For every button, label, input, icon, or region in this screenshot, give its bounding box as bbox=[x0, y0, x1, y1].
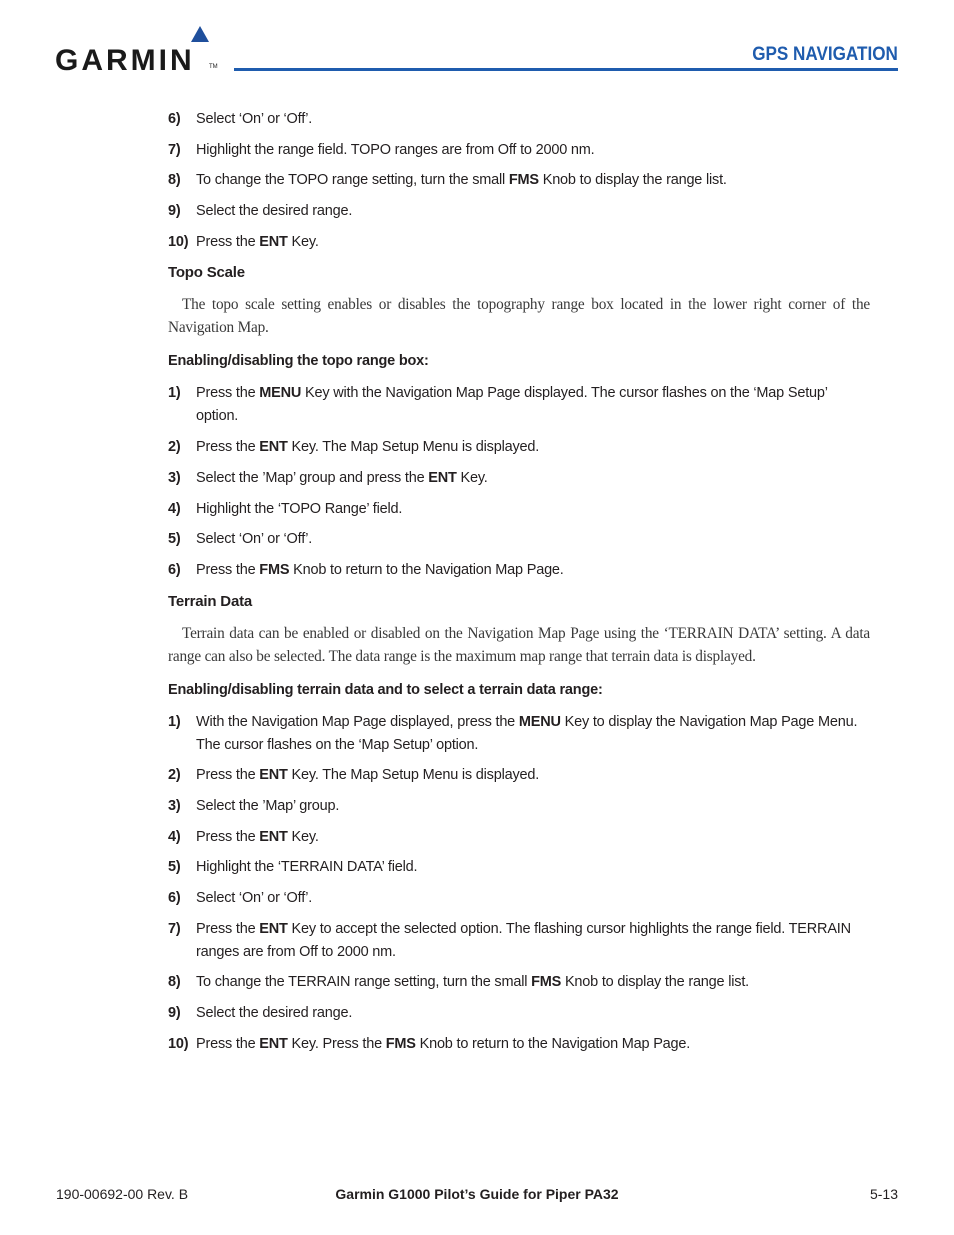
step-item bbox=[168, 795, 870, 818]
step-item bbox=[168, 826, 870, 849]
step-item bbox=[168, 528, 870, 551]
step-number: 3) bbox=[168, 797, 181, 814]
topo-scale-paragraph: The topo scale setting enables or disables the topography range box located in the lower right corner of the Navigation Map. bbox=[168, 296, 870, 337]
logo-text: GARMIN bbox=[55, 44, 195, 77]
step-item bbox=[168, 1033, 870, 1056]
step-text bbox=[196, 436, 870, 459]
key-name: ENT bbox=[259, 233, 288, 250]
step-text: Select the ’Map’ group. bbox=[196, 797, 340, 814]
step-text-part: Key. The Map Setup Menu is displayed. bbox=[287, 439, 540, 456]
step-text-part: Press the bbox=[196, 920, 260, 937]
step-text-part: To change the TERRAIN range setting, turn the small bbox=[196, 974, 532, 991]
step-number: 7) bbox=[168, 920, 181, 937]
step-item bbox=[168, 231, 870, 254]
step-text-part: To change the TOPO range setting, turn the small bbox=[196, 172, 509, 189]
step-text-part: Press the bbox=[196, 1035, 260, 1052]
step-number: 4) bbox=[168, 828, 181, 845]
step-text-part: Select the ’Map’ group and press the bbox=[196, 469, 429, 486]
logo-triangle-icon bbox=[191, 26, 209, 42]
key-name: ENT bbox=[259, 767, 288, 784]
key-name: MENU bbox=[259, 385, 302, 402]
step-item bbox=[168, 436, 870, 459]
step-text bbox=[196, 971, 870, 994]
step-number: 2) bbox=[168, 767, 181, 784]
step-number: 10) bbox=[168, 233, 189, 250]
step-text: Highlight the range field. TOPO ranges are from Off to 2000 nm. bbox=[196, 141, 595, 158]
section-title: GPS NAVIGATION bbox=[752, 44, 898, 65]
step-text bbox=[196, 169, 870, 192]
step-text bbox=[196, 826, 870, 849]
step-text-part: Knob to display the range list. bbox=[561, 974, 749, 991]
logo-trademark: TM bbox=[209, 64, 218, 70]
step-text: Select ‘On’ or ‘Off’. bbox=[196, 111, 313, 127]
step-text: Select the desired range. bbox=[196, 203, 353, 220]
doc-number: 190-00692-00 Rev. B bbox=[56, 1186, 189, 1202]
step-text bbox=[196, 1033, 870, 1056]
step-number: 8) bbox=[168, 172, 181, 189]
step-text bbox=[196, 711, 870, 757]
step-text-part: Key. The Map Setup Menu is displayed. bbox=[287, 767, 540, 784]
step-text-part: Key. bbox=[287, 233, 319, 250]
page-number: 5-13 bbox=[869, 1186, 898, 1202]
step-item bbox=[168, 1002, 870, 1025]
step-item bbox=[168, 498, 870, 521]
key-name: ENT bbox=[259, 920, 288, 937]
step-item bbox=[168, 200, 870, 223]
step-item bbox=[168, 559, 870, 582]
step-text: Highlight the ‘TERRAIN DATA’ field. bbox=[196, 859, 418, 876]
step-text-part: Knob to display the range list. bbox=[538, 172, 727, 189]
step-item bbox=[168, 711, 870, 757]
step-text bbox=[196, 764, 870, 787]
step-text-part: Press the bbox=[196, 561, 260, 578]
step-number: 9) bbox=[168, 1005, 181, 1022]
step-text bbox=[196, 231, 870, 254]
step-text bbox=[196, 559, 870, 582]
step-text-part: Key to accept the selected option. The flashing cursor highlights the range field. TERRAIN ranges are from Off to 2000 nm. bbox=[196, 920, 851, 960]
step-text-part: Key. bbox=[287, 828, 319, 845]
topo-scale-heading: Topo Scale bbox=[168, 264, 245, 282]
step-number: 5) bbox=[168, 859, 181, 876]
topo-range-steps bbox=[168, 108, 870, 254]
garmin-logo bbox=[55, 26, 220, 76]
step-text-part: Press the bbox=[196, 233, 260, 250]
page-content bbox=[168, 108, 870, 1063]
topo-range-box-steps bbox=[168, 382, 870, 581]
step-item bbox=[168, 382, 870, 428]
step-text-part: Press the bbox=[196, 767, 260, 784]
step-item bbox=[168, 918, 870, 964]
step-text-part: With the Navigation Map Page displayed, press the bbox=[196, 713, 519, 730]
step-number: 1) bbox=[168, 385, 181, 402]
page-header bbox=[0, 0, 954, 80]
step-item bbox=[168, 467, 870, 490]
step-text-part: Key with the Navigation Map Page displayed. The cursor flashes on the ‘Map Setup’ option. bbox=[196, 385, 828, 425]
key-name: ENT bbox=[259, 828, 288, 845]
step-text-part: Knob to return to the Navigation Map Page. bbox=[415, 1035, 691, 1052]
step-number: 8) bbox=[168, 974, 181, 991]
step-item bbox=[168, 764, 870, 787]
terrain-data-heading: Terrain Data bbox=[168, 592, 253, 610]
terrain-data-subheading: Enabling/disabling terrain data and to select a terrain data range: bbox=[168, 681, 603, 698]
step-number: 10) bbox=[168, 1035, 189, 1052]
step-text: Highlight the ‘TOPO Range’ field. bbox=[196, 500, 403, 517]
key-name: FMS bbox=[531, 974, 562, 991]
step-text-part: Key. bbox=[456, 469, 488, 486]
step-text: Select the desired range. bbox=[196, 1005, 353, 1022]
key-name: ENT bbox=[259, 439, 288, 456]
key-name: ENT bbox=[259, 1035, 288, 1052]
step-text-part: Key. Press the bbox=[287, 1035, 386, 1052]
key-name: MENU bbox=[518, 713, 561, 730]
step-number: 5) bbox=[168, 531, 181, 548]
topo-range-box-subheading: Enabling/disabling the topo range box: bbox=[168, 353, 429, 370]
step-number: 6) bbox=[168, 561, 181, 578]
step-item bbox=[168, 856, 870, 879]
step-number: 6) bbox=[168, 111, 181, 127]
step-number: 9) bbox=[168, 203, 181, 220]
step-item bbox=[168, 887, 870, 910]
doc-title: Garmin G1000 Pilot’s Guide for Piper PA32 bbox=[335, 1186, 619, 1202]
key-name: ENT bbox=[428, 469, 457, 486]
step-text-part: Press the bbox=[196, 439, 260, 456]
step-text: Select ‘On’ or ‘Off’. bbox=[196, 890, 313, 906]
terrain-data-steps bbox=[168, 711, 870, 1056]
step-number: 1) bbox=[168, 713, 181, 730]
step-text bbox=[196, 382, 870, 428]
header-rule bbox=[234, 68, 898, 71]
step-text: Select ‘On’ or ‘Off’. bbox=[196, 531, 313, 548]
step-text-part: Press the bbox=[196, 385, 260, 402]
step-number: 2) bbox=[168, 439, 181, 456]
step-text-part: Press the bbox=[196, 828, 260, 845]
step-text bbox=[196, 918, 870, 964]
key-name: FMS bbox=[508, 172, 539, 189]
key-name: FMS bbox=[259, 561, 290, 578]
step-item bbox=[168, 169, 870, 192]
step-item bbox=[168, 139, 870, 162]
step-text-part: Knob to return to the Navigation Map Page. bbox=[289, 561, 564, 578]
terrain-data-paragraph: Terrain data can be enabled or disabled on the Navigation Map Page using the ‘TERRAIN DATA’ setting. A data range can also be selected. The data range is the maximum map range that terrain data is displayed. bbox=[168, 624, 870, 665]
step-number: 7) bbox=[168, 141, 181, 158]
step-number: 3) bbox=[168, 469, 181, 486]
step-text-part: Key to display the Navigation Map Page Menu. The cursor flashes on the ‘Map Setup’ option. bbox=[196, 713, 858, 753]
step-text bbox=[196, 467, 870, 490]
step-item bbox=[168, 971, 870, 994]
step-number: 4) bbox=[168, 500, 181, 517]
step-number: 6) bbox=[168, 890, 181, 906]
key-name: FMS bbox=[385, 1035, 416, 1052]
step-item bbox=[168, 108, 870, 131]
